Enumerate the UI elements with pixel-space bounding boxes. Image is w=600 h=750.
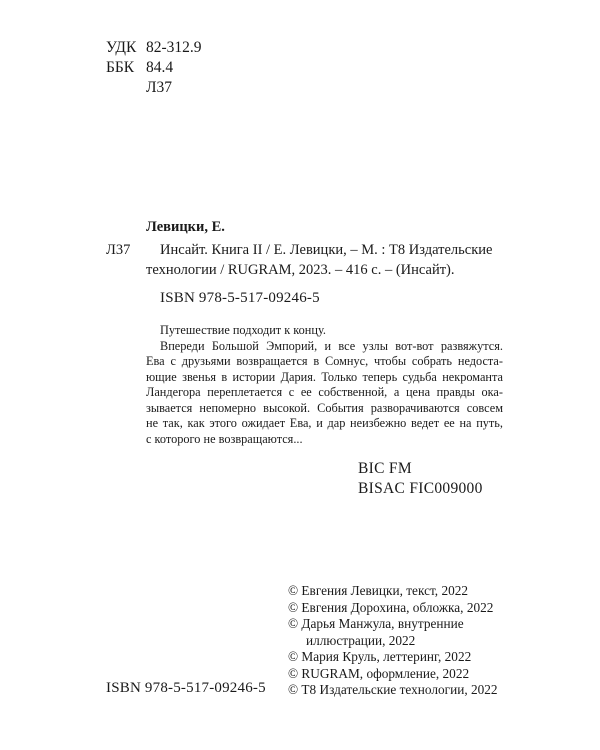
annotation-line: зывается непомерно высокой. События разворачиваются совсем	[146, 400, 503, 415]
bibliographic-line: технологии / RUGRAM, 2023. – 416 с. – (Инсайт).	[146, 262, 455, 278]
author-mark: Л37	[146, 79, 173, 96]
annotation-line: Ландегора переплетается с ее собственной, а цена правды ока-	[146, 385, 503, 399]
annotation-line: не так, как этого ожидает Ева, и дар неизбежно ведет ее на путь,	[146, 416, 503, 430]
copyright-line: © Дарья Манжула, внутренние	[288, 616, 464, 631]
copyright-line: иллюстрации, 2022	[306, 632, 416, 648]
udk-row	[106, 38, 202, 58]
annotation-line: Впереди Большой Эмпорий, и все узлы вот-вот развяжутся.	[160, 338, 503, 353]
bibliographic-mark: Л37	[106, 242, 131, 258]
annotation-line: ющие звенья в истории Дария. Только теперь судьба некроманта	[146, 369, 503, 384]
bibliographic-description	[146, 240, 493, 280]
annotation	[146, 323, 503, 447]
annotation-line: Ева с друзьями возвращается в Сомнус, чтобы собрать недоста-	[146, 354, 503, 368]
copyright-block	[288, 583, 498, 699]
isbn-bottom: ISBN 978-5-517-09246-5	[106, 680, 266, 696]
annotation-line: Путешествие подходит к концу.	[160, 323, 326, 337]
udk-value: 82-312.9	[146, 39, 202, 56]
bic-code: BIC FM	[358, 460, 412, 477]
bibliographic-line: Инсайт. Книга II / Е. Левицки, – М. : Т8 Издательские	[160, 242, 493, 258]
bisac-block	[358, 459, 483, 499]
author-mark-row	[106, 78, 202, 98]
copyright-line: © Т8 Издательские технологии, 2022	[288, 682, 498, 697]
bbk-label: ББК	[106, 59, 135, 76]
annotation-line: с которого не возвращаются...	[146, 431, 303, 446]
copyright-line: © RUGRAM, оформление, 2022	[288, 665, 470, 681]
udk-label: УДК	[106, 39, 137, 56]
classification-block	[106, 38, 202, 98]
copyright-line: © Евгения Левицки, текст, 2022	[288, 583, 469, 598]
bbk-value: 84.4	[146, 59, 174, 76]
copyright-line: © Евгения Дорохина, обложка, 2022	[288, 599, 494, 615]
bisac-code: BISAC FIC009000	[358, 480, 483, 497]
author-heading: Левицки, Е.	[146, 219, 225, 235]
isbn-top: ISBN 978-5-517-09246-5	[160, 290, 320, 306]
bbk-row	[106, 58, 202, 78]
copyright-line: © Мария Круль, леттеринг, 2022	[288, 649, 472, 664]
